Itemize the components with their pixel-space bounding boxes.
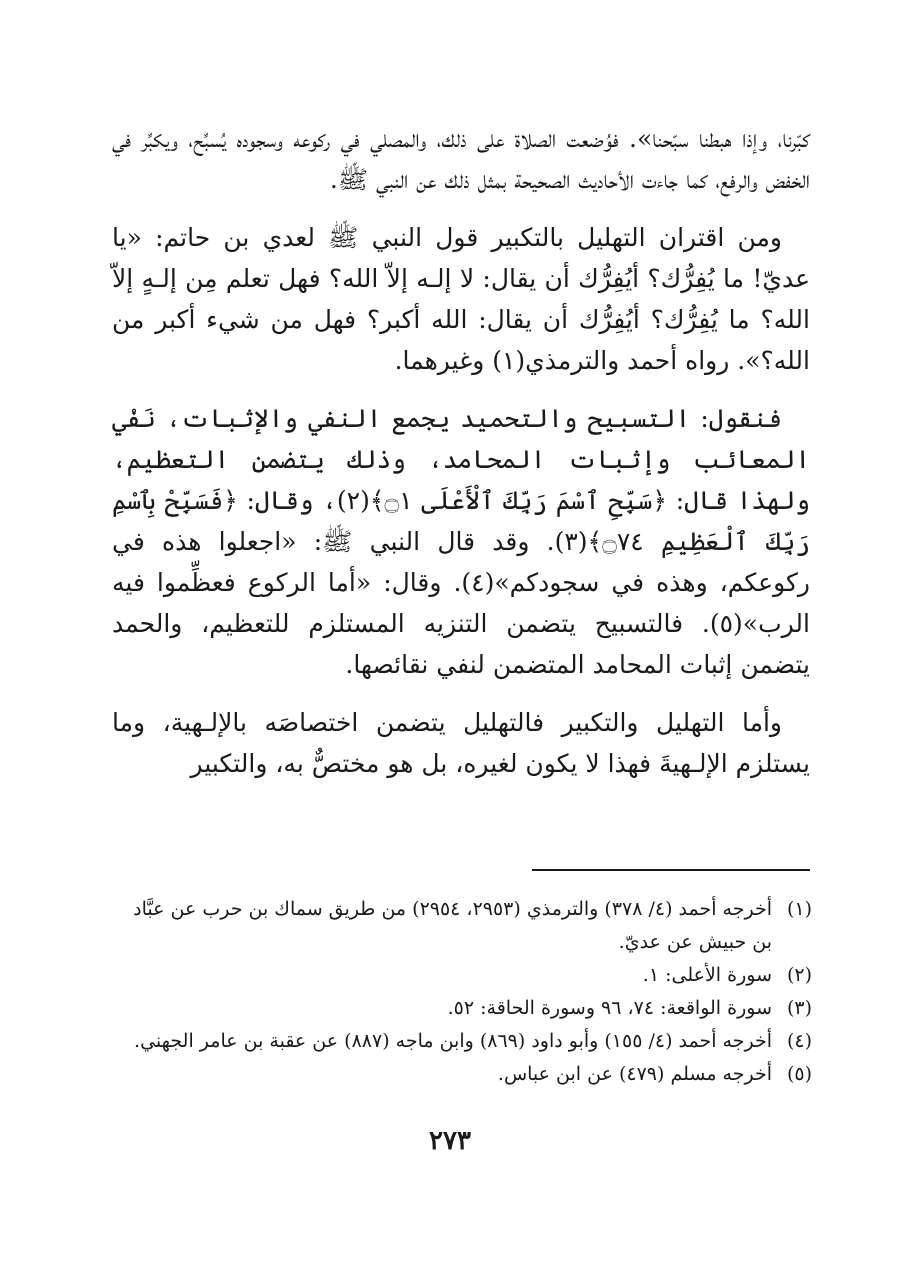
main-text bbox=[112, 118, 810, 801]
footnote-text: سورة الواقعة: ٧٤، ٩٦ وسورة الحاقة: ٥٢. bbox=[447, 997, 772, 1019]
footnote-number: (٥) bbox=[786, 1063, 812, 1085]
footnote bbox=[108, 959, 812, 992]
footnote-number: (٢) bbox=[786, 964, 812, 986]
footnote-number: (١) bbox=[786, 898, 812, 920]
footnote bbox=[108, 1058, 812, 1091]
footnote-text: أخرجه أحمد (٤/ ١٥٥) وأبو داود (٨٦٩) وابن ماجه (٨٨٧) عن عقبة بن عامر الجهني. bbox=[134, 1030, 772, 1052]
footnote bbox=[108, 893, 812, 959]
footnote-text: أخرجه أحمد (٤/ ٣٧٨) والترمذي (٢٩٥٣، ٢٩٥٤) من طريق سماك بن حرب عن عبَّاد بن حبيش عن عديّ. bbox=[133, 898, 772, 953]
footnote-number: (٤) bbox=[786, 1030, 812, 1052]
footnote-text: سورة الأعلى: ١. bbox=[642, 964, 772, 986]
footnote-text: أخرجه مسلم (٤٧٩) عن ابن عباس. bbox=[497, 1063, 772, 1085]
footnote bbox=[108, 1025, 812, 1058]
page-number: ٢٧٣ bbox=[429, 1126, 471, 1156]
footnote bbox=[108, 992, 812, 1025]
footnotes bbox=[108, 893, 812, 1091]
paragraph-1: كبّرنا، وإذا هبطنا سبّحنا». فوُضعت الصلاة على ذلك، والمصلي في ركوعه وسجوده يُسبِّح، ويكبِّر في الخفض والرفع، كما جاءت الأحاديث الصحيحة بمثل ذلك عن النبي ﷺ. bbox=[112, 124, 810, 194]
paragraph-2: ومن اقتران التهليل بالتكبير قول النبي ﷺ لعدي بن حاتم: «يا عديّ! ما يُفِرُّك؟ أيُفِرُّك أن يقال: لا إلـه إلاّ الله؟ فهل تعلم مِن إلـهٍ إلاّ الله؟ ما يُفِرُّك؟ أيُفِرُّك أن يقال: الله أكبر؟ فهل من شيء أكبر من الله؟». رواه أحمد والترمذي(١) وغيرهما. bbox=[112, 223, 810, 375]
paragraph-4: وأما التهليل والتكبير فالتهليل يتضمن اختصاصَه بالإلـهية، وما يستلزم الإلـهيةَ فهذا لا يكون لغيره، بل هو مختصٌّ به، والتكبير bbox=[112, 708, 810, 778]
paragraph-3: فنقول: التسبيح والتحميد يجمع النفي والإثبات، نَفْي المعائب وإثبات المحامد، وذلك يتضمن التعظيم، ولهذا قال: ﴿سَبِّحِ ٱسْمَ رَبِّكَ ٱلْأَعْلَى ۝١﴾(٢)، وقال: ﴿فَسَبِّحْ بِٱسْمِ رَبِّكَ ٱلْعَظِيمِ ۝٧٤﴾(٣). وقد قال النبي ﷺ: «اجعلوا هذه في ركوعكم، وهذه في سجودكم»(٤). وقال: «أما الركوع فعظِّموا فيه الرب»(٥). فالتسبيح يتضمن التنزيه المستلزم للتعظيم، والحمد يتضمن إثبات المحامد المتضمن لنفي نقائصها. bbox=[112, 404, 811, 679]
footnote-number: (٣) bbox=[786, 997, 812, 1019]
footnote-divider bbox=[532, 869, 810, 871]
